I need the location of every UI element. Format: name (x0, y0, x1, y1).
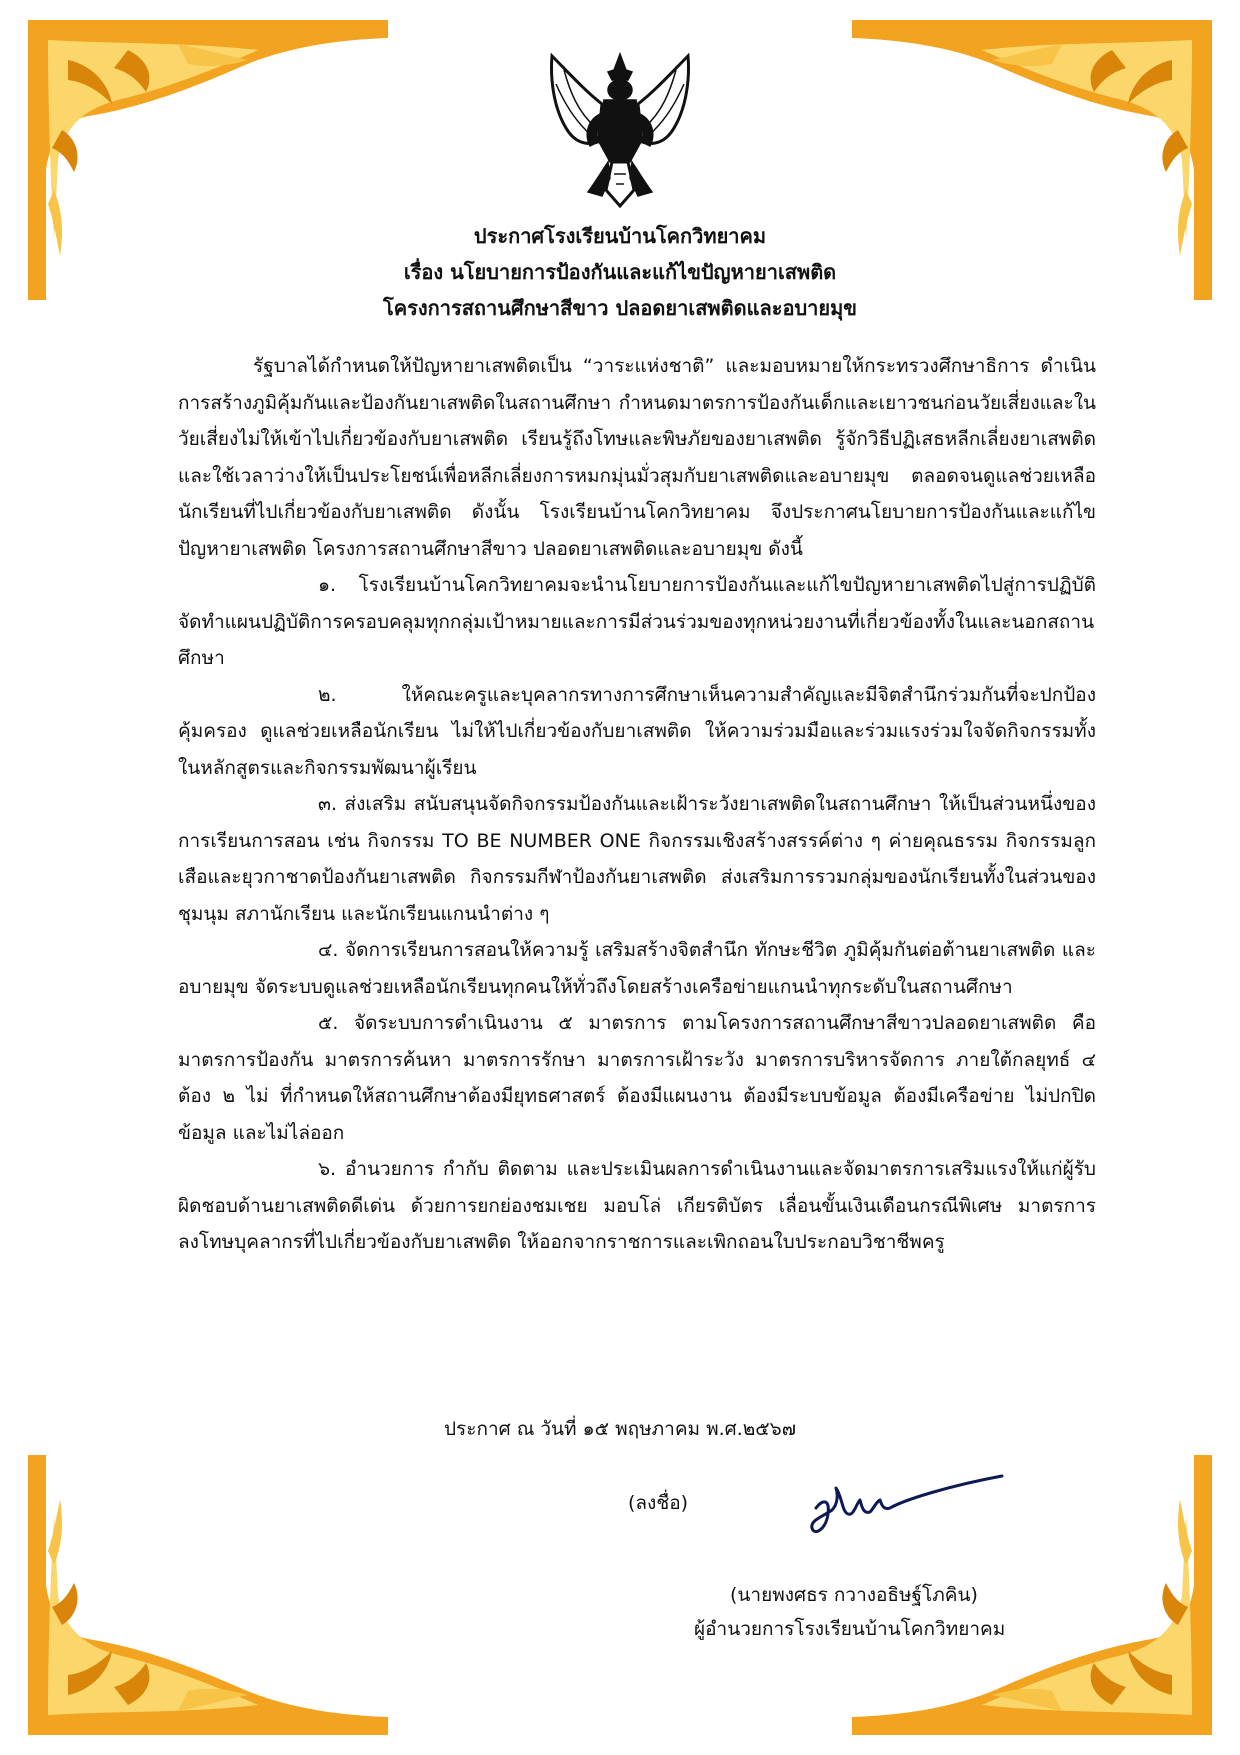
signature-icon (808, 1470, 1008, 1540)
signer-title: ผู้อำนวยการโรงเรียนบ้านโคกวิทยาคม (694, 1618, 1006, 1640)
corner-ornament-bottom-left (28, 1455, 388, 1735)
policy-item-2: ๒. ให้คณะครูและบุคลากรทางการศึกษาเห็นความสำคัญและมีจิตสำนึกร่วมกันที่จะปกป้องคุ้มครอง ดูแลช่วยเหลือนักเรียน ไม่ให้ไปเกี่ยวข้องกับยาเสพติด ให้ความร่วมมือและร่วมแรงร่วมใจจัดกิจกรรมทั้งในหลักสูตรและกิจกรรมพัฒนาผู้เรียน (178, 683, 1096, 779)
announcement-body (178, 348, 1096, 1261)
announce-date: ประกาศ ณ วันที่ ๑๕ พฤษภาคม พ.ศ.๒๕๖๗ (443, 1418, 797, 1440)
garuda-emblem-icon (544, 50, 696, 210)
signed-label: (ลงชื่อ) (628, 1492, 689, 1514)
signature (808, 1470, 1008, 1540)
policy-item-1: ๑. โรงเรียนบ้านโคกวิทยาคมจะนำนโยบายการป้องกันและแก้ไขปัญหายาเสพติดไปสู่การปฏิบัติ จัดทำแผนปฏิบัติการครอบคลุมทุกกลุ่มเป้าหมายและการมีส่วนร่วมของทุกหน่วยงานที่เกี่ยวข้องทั้งในและนอกสถานศึกษา (178, 574, 1096, 669)
thai-ornament-icon (28, 1455, 388, 1735)
heading-project: โครงการสถานศึกษาสีขาว ปลอดยาเสพติดและอบายมุข (383, 296, 857, 320)
heading-subject: เรื่อง นโยบายการป้องกันและแก้ไขปัญหายาเสพติด (403, 260, 837, 284)
policy-item-4: ๔. จัดการเรียนการสอนให้ความรู้ เสริมสร้างจิตสำนึก ทักษะชีวิต ภูมิคุ้มกันต่อต้านยาเสพติด และอบายมุข จัดระบบดูแลช่วยเหลือนักเรียนทุกคนให้ทั่วถึงโดยสร้างเครือข่ายแกนนำทุกระดับในสถานศึกษา (178, 939, 1096, 998)
signer-name: (นายพงศธร กวางอธิษฐ์โภคิน) (730, 1584, 978, 1606)
policy-item-3: ๓. ส่งเสริม สนับสนุนจัดกิจกรรมป้องกันและเฝ้าระวังยาเสพติดในสถานศึกษา ให้เป็นส่วนหนึ่งของการเรียนการสอน เช่น กิจกรรม TO BE NUMBER ONE กิจกรรมเชิงสร้างสรรค์ต่าง ๆ ค่ายคุณธรรม กิจกรรมลูกเสือและยุวกาชาดป้องกันยาเสพติด กิจกรรมกีฬาป้องกันยาเสพติด ส่งเสริมการรวมกลุ่มของนักเรียนทั้งในส่วนของชุมนุม สภานักเรียน และนักเรียนแกนนำต่าง ๆ (178, 793, 1096, 925)
heading-title: ประกาศโรงเรียนบ้านโคกวิทยาคม (473, 224, 767, 248)
announcement-heading (180, 218, 1060, 326)
policy-item-6: ๖. อำนวยการ กำกับ ติดตาม และประเมินผลการดำเนินงานและจัดมาตรการเสริมแรงให้แก่ผู้รับผิดชอบด้านยาเสพติดดีเด่น ด้วยการยกย่องชมเชย มอบโล่ เกียรติบัตร เลื่อนขั้นเงินเดือนกรณีพิเศษ มาตรการลงโทษบุคลากรที่ไปเกี่ยวข้องกับยาเสพติด ให้ออกจากราชการและเพิกถอนใบประกอบวิชาชีพครู (178, 1158, 1096, 1253)
intro-paragraph: รัฐบาลได้กำหนดให้ปัญหายาเสพติดเป็น “วาระแห่งชาติ” และมอบหมายให้กระทรวงศึกษาธิการ ดำเนินการสร้างภูมิคุ้มกันและป้องกันยาเสพติดในสถานศึกษา กำหนดมาตรการป้องกันเด็กและเยาวชนก่อนวัยเสี่ยงและในวัยเสี่ยงไม่ให้เข้าไปเกี่ยวข้องกับยาเสพติด เรียนรู้ถึงโทษและพิษภัยของยาเสพติด รู้จักวิธีปฏิเสธหลีกเลี่ยงยาเสพติดและใช้เวลาว่างให้เป็นประโยชน์เพื่อหลีกเลี่ยงการหมกมุ่นมั่วสุมกับยาเสพติดและอบายมุข ตลอดจนดูแลช่วยเหลือนักเรียนที่ไปเกี่ยวข้องกับยาเสพติด ดังนั้น โรงเรียนบ้านโคกวิทยาคม จึงประกาศนโยบายการป้องกันและแก้ไขปัญหายาเสพติด โครงการสถานศึกษาสีขาว ปลอดยาเสพติดและอบายมุข ดังนี้ (178, 355, 1096, 560)
garuda-emblem (544, 50, 696, 210)
policy-item-5: ๕. จัดระบบการดำเนินงาน ๕ มาตรการ ตามโครงการสถานศึกษาสีขาวปลอดยาเสพติด คือ มาตรการป้องกัน มาตรการค้นหา มาตรการรักษา มาตรการเฝ้าระวัง มาตรการบริหารจัดการ ภายใต้กลยุทธ์ ๔ ต้อง ๒ ไม่ ที่กำหนดให้สถานศึกษาต้องมียุทธศาสตร์ ต้องมีแผนงาน ต้องมีระบบข้อมูล ต้องมีเครือข่าย ไม่ปกปิดข้อมูล และไม่ไล่ออก (178, 1012, 1096, 1144)
